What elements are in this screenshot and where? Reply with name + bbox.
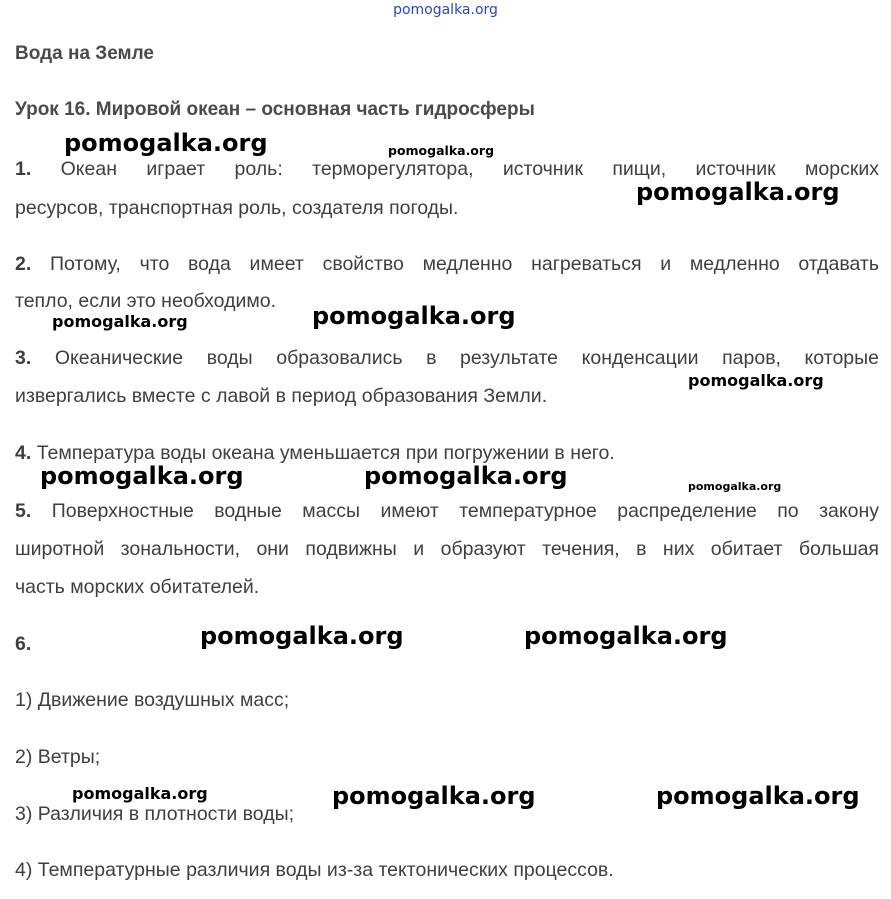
answer-1-text-2: ресурсов, транспортная роль, создателя погоды. [15,197,459,219]
watermark: pomogalka.org [64,129,268,157]
answer-5-text-1: Поверхностные водные массы имеют температурное распределение по закону [51,500,879,522]
answer-2-text-2: тепло, если это необходимо. [15,290,277,312]
answer-3-text-1: Океанические воды образовались в результате конденсации паров, которые [54,347,879,369]
answer-3-text-2: извергались вместе с лавой в период образования Земли. [15,385,548,407]
watermark: pomogalka.org [72,784,208,803]
answer-6-item-2: 2) Ветры; [15,746,101,768]
watermark: pomogalka.org [332,782,536,810]
watermark: pomogalka.org [388,143,495,158]
header-watermark: pomogalka.org [393,2,498,18]
answer-2-line-1 [15,253,879,276]
answer-6-number: 6. [15,633,32,655]
lesson-title: Урок 16. Мировой океан – основная часть гидросферы [15,99,535,120]
answer-5-number: 5. [15,500,32,522]
answer-6-item-3: 3) Различия в плотности воды; [15,803,295,825]
watermark: pomogalka.org [40,462,244,490]
answer-1-number: 1. [15,158,32,180]
answer-3-line-1 [15,347,879,370]
watermark: pomogalka.org [688,480,782,493]
watermark: pomogalka.org [364,462,568,490]
answer-4-text-1: Температура воды океана уменьшается при погружении в него. [36,442,615,464]
answer-5-line-1 [15,500,879,523]
watermark: pomogalka.org [200,622,404,650]
watermark: pomogalka.org [636,178,840,206]
answer-3-number: 3. [15,347,32,369]
answer-2-number: 2. [15,253,32,275]
watermark: pomogalka.org [312,302,516,330]
answer-5-text-3: часть морских обитателей. [15,576,260,598]
answer-1-text-1: Океан играет роль: терморегулятора, источник пищи, источник морских [60,158,879,180]
answer-6-item-4: 4) Температурные различия воды из-за тектонических процессов. [15,859,614,881]
answer-5-text-2: широтной зональности, они подвижны и образуют течения, в них обитает большая [15,538,879,560]
section-title: Вода на Земле [15,43,154,64]
watermark: pomogalka.org [688,371,824,390]
watermark: pomogalka.org [524,622,728,650]
watermark: pomogalka.org [52,312,188,331]
answer-2-text-1: Потому, что вода имеет свойство медленно нагреваться и медленно отдавать [50,253,880,275]
answer-4-number: 4. [15,442,32,464]
answer-6-item-1: 1) Движение воздушных масс; [15,689,290,711]
watermark: pomogalka.org [656,782,860,810]
